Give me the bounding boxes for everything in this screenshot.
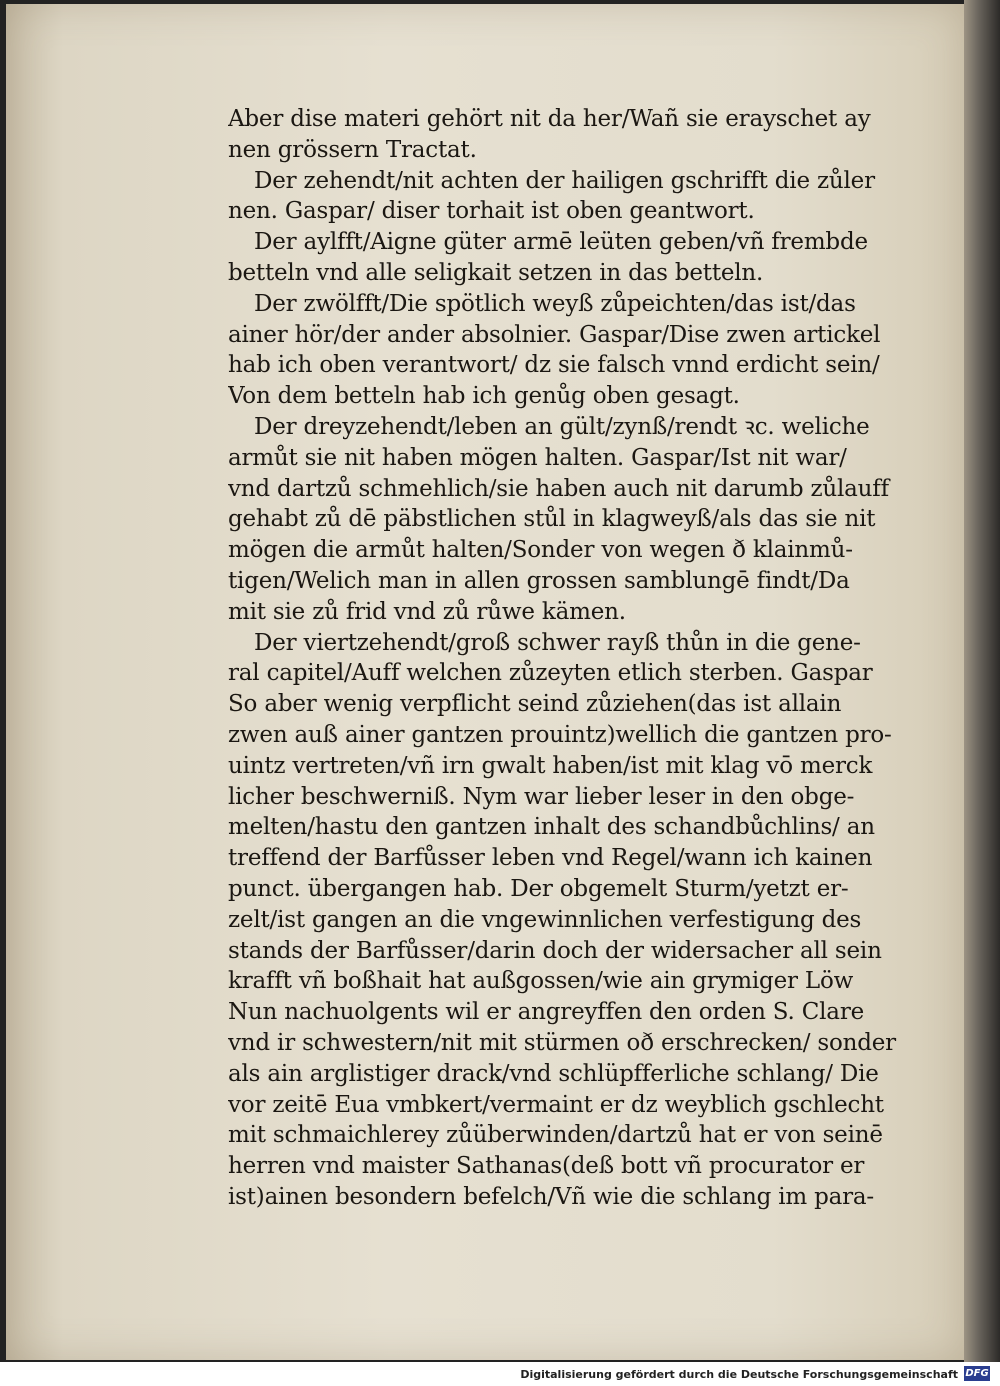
text-line: hab ich oben verantwort/ dz sie falsch vnnd erdicht sein/ <box>228 352 880 379</box>
footer-credit: Digitalisierung gefördert durch die Deutsche Forschungsgemeinschaft <box>520 1368 958 1381</box>
text-line: Aber dise materi gehört nit da her/Wañ sie erayschet ay <box>228 106 871 132</box>
text-line: mit schmaichlerey zůüberwinden/dartzů hat er von seinē <box>228 1122 883 1149</box>
text-line: Der aylfft/Aigne güter armē leüten geben/vñ frembde <box>254 229 868 256</box>
page-text <box>228 104 908 1213</box>
text-line: mögen die armůt halten/Sonder von wegen ð klainmů- <box>228 537 853 564</box>
text-line: Von dem betteln hab ich genůg oben gesagt. <box>228 383 740 410</box>
text-line: Der dreyzehendt/leben an gült/zynß/rendt ꝛc. weliche <box>254 413 870 440</box>
text-line: ral capitel/Auff welchen zůzeyten etlich sterben. Gaspar <box>228 660 873 687</box>
text-line: vnd ir schwestern/nit mit stürmen oð erschrecken/ sonder <box>228 1029 896 1056</box>
text-line: betteln vnd alle seligkait setzen in das betteln. <box>228 259 764 286</box>
text-line: punct. übergangen hab. Der obgemelt Sturm/yetzt er- <box>228 875 849 902</box>
text-line: treffend der Barfůsser leben vnd Regel/wann ich kainen <box>228 845 873 872</box>
book-page <box>6 4 964 1360</box>
text-line: nen grössern Tractat. <box>228 136 477 163</box>
text-line: licher beschwerniß. Nym war lieber leser in den obge- <box>228 783 855 810</box>
text-line: krafft vñ boßhait hat außgossen/wie ain grymiger Löw <box>228 968 854 995</box>
text-line: zwen auß ainer gantzen prouintz)wellich die gantzen pro- <box>228 721 892 748</box>
text-line: mit sie zů frid vnd zů růwe kämen. <box>228 598 626 625</box>
text-line: gehabt zů dē päbstlichen stůl in klagweyß/als das sie nit <box>228 506 876 533</box>
footer-bar <box>0 1362 1000 1386</box>
dfg-logo-icon: DFG <box>965 1368 989 1379</box>
text-line: Nun nachuolgents wil er angreyffen den orden S. Clare <box>228 999 865 1026</box>
text-line: stands der Barfůsser/darin doch der widersacher all sein <box>228 937 882 964</box>
text-line: uintz vertreten/vñ irn gwalt haben/ist mit klag vō merck <box>228 752 873 779</box>
text-line: So aber wenig verpflicht seind zůziehen(das ist allain <box>228 691 842 718</box>
text-line: Der zwölfft/Die spötlich weyß zůpeichten/das ist/das <box>254 290 856 317</box>
text-line: zelt/ist gangen an die vngewinnlichen verfestigung des <box>228 906 862 933</box>
text-line: armůt sie nit haben mögen halten. Gaspar/Ist nit war/ <box>228 444 847 471</box>
text-line: vnd dartzů schmehlich/sie haben auch nit darumb zůlauff <box>228 475 889 502</box>
text-line: nen. Gaspar/ diser torhait ist oben geantwort. <box>228 198 755 225</box>
text-line: melten/hastu den gantzen inhalt des schandbůchlins/ an <box>228 814 875 841</box>
text-line: herren vnd maister Sathanas(deß bott vñ procurator er <box>228 1153 865 1180</box>
text-line: Der viertzehendt/groß schwer rayß thůn in die gene- <box>254 629 861 656</box>
text-line: tigen/Welich man in allen grossen samblungē findt/Da <box>228 567 850 594</box>
text-line: als ain arglistiger drack/vnd schlüpfferliche schlang/ Die <box>228 1060 879 1087</box>
page-edge-shadow <box>964 0 1000 1362</box>
text-line: vor zeitē Eua vmbkert/vermaint er dz weyblich gschlecht <box>228 1091 884 1118</box>
text-line: Der zehendt/nit achten der hailigen gschrifft die zůler <box>254 167 875 194</box>
text-line: ainer hör/der ander absolnier. Gaspar/Dise zwen artickel <box>228 321 881 348</box>
text-line: ist)ainen besondern befelch/Vñ wie die schlang im para- <box>228 1183 875 1210</box>
